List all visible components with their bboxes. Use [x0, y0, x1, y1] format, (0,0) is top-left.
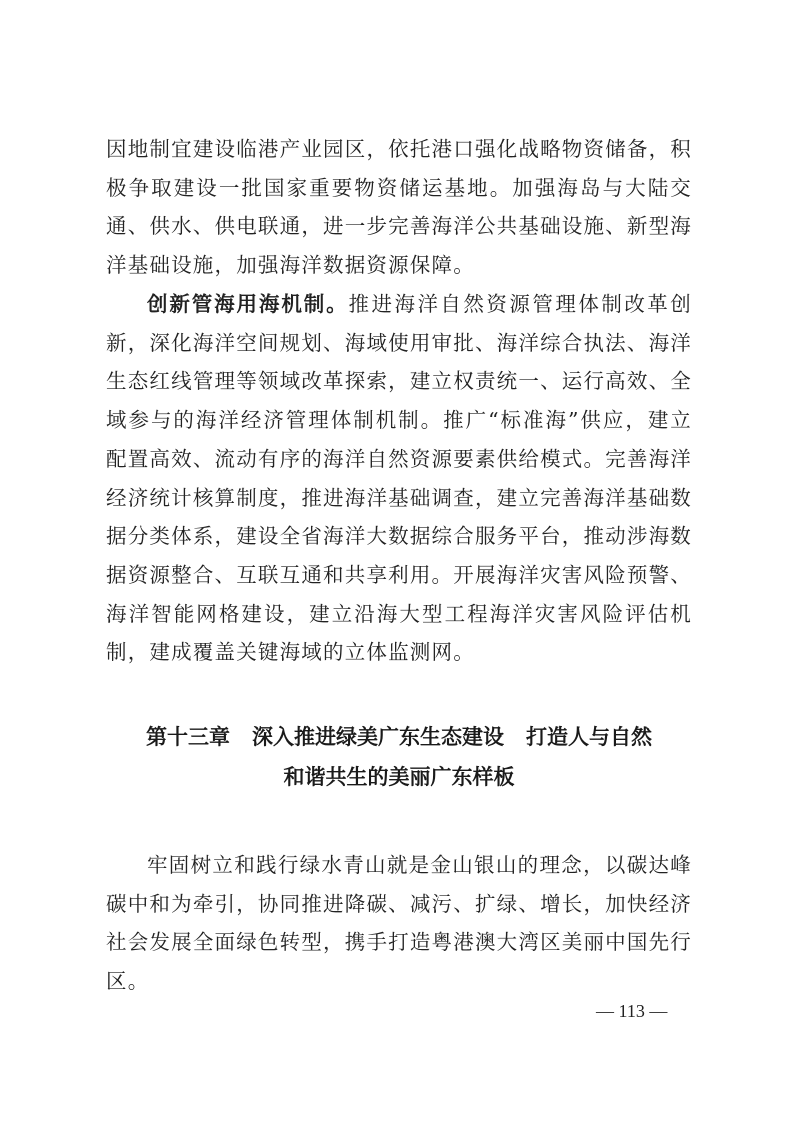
- paragraph-chapter-intro: [106, 846, 692, 1001]
- chapter-title-part-3: 和谐共生的美丽广东样板: [283, 764, 515, 789]
- page-number: — 113 —: [596, 1001, 668, 1021]
- chapter-title-line-2: [106, 757, 692, 797]
- paragraph-text: 推进海洋自然资源管理体制改革创新，深化海洋空间规划、海域使用审批、海洋综合执法、海洋生态红线管理等领域改革探索，建立权责统一、运行高效、全域参与的海洋经济管理体制机制。推广“标准海”供应，建立配置高效、流动有序的海洋自然资源要素供给模式。完善海洋经济统计核算制度，推进海洋基础调查，建立完善海洋基础数据分类体系，建设全省海洋大数据综合服务平台，推动涉海数据资源整合、互联互通和共享利用。开展海洋灾害风险预警、海洋智能网格建设，建立沿海大型工程海洋灾害风险评估机制，建成覆盖关键海域的立体监测网。: [106, 292, 692, 665]
- paragraph-lead-heading: 创新管海用海机制。: [147, 292, 349, 316]
- chapter-title-part-1: 深入推进绿美广东生态建设: [252, 724, 504, 749]
- chapter-title-part-2: 打造人与自然: [526, 724, 652, 749]
- paragraph-marine-mechanism: [106, 285, 692, 672]
- paragraph-text: 牢固树立和践行绿水青山就是金山银山的理念，以碳达峰碳中和为牵引，协同推进降碳、减污、扩绿、增长，加快经济社会发展全面绿色转型，携手打造粤港澳大湾区美丽中国先行区。: [106, 853, 692, 994]
- paragraph-port-industry: [106, 130, 692, 285]
- paragraph-text: 因地制宜建设临港产业园区，依托港口强化战略物资储备，积极争取建设一批国家重要物资储运基地。加强海岛与大陆交通、供水、供电联通，进一步完善海洋公共基础设施、新型海洋基础设施，加强海洋数据资源保障。: [106, 137, 692, 278]
- chapter-title-line-1: [106, 717, 692, 757]
- chapter-number: 第十三章: [146, 724, 230, 749]
